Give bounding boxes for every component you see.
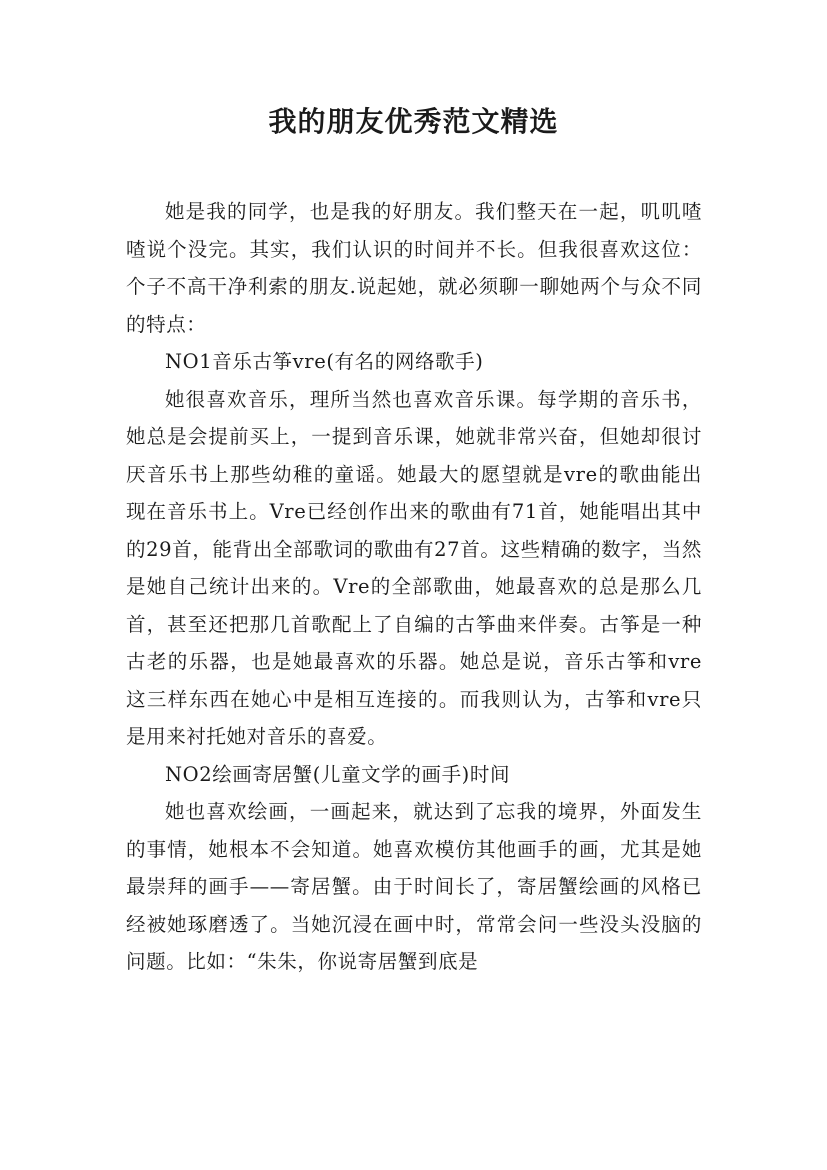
document-body	[126, 193, 702, 981]
document-title: 我的朋友优秀范文精选	[268, 105, 559, 138]
section-heading-no1: NO1音乐古筝vre(有名的网络歌手)	[165, 350, 484, 373]
section-heading-no2: NO2绘画寄居蟹(儿童文学的画手)时间	[165, 762, 511, 786]
paragraph-intro: 她是我的同学，也是我的好朋友。我们整天在一起，叽叽喳喳说个没完。其实，我们认识的时间并不长。但我很喜欢这位：个子不高干净利索的朋友.说起她，就必须聊一聊她两个与众不同的特点：	[126, 200, 702, 336]
paragraph-music: 她很喜欢音乐，理所当然也喜欢音乐课。每学期的音乐书，她总是会提前买上，一提到音乐课，她就非常兴奋，但她却很讨厌音乐书上那些幼稚的童谣。她最大的愿望就是vre的歌曲能出现在音乐书上。Vre已经创作出来的歌曲有71首，她能唱出其中的29首，能背出全部歌词的歌曲有27首。这些精确的数字，当然是她自己统计出来的。Vre的全部歌曲，她最喜欢的总是那么几首，甚至还把那几首歌配上了自编的古筝曲来伴奏。古筝是一种古老的乐器，也是她最喜欢的乐器。她总是说，音乐古筝和vre这三样东西在她心中是相互连接的。而我则认为，古筝和vre只是用来衬托她对音乐的喜爱。	[126, 387, 702, 748]
paragraph-drawing: 她也喜欢绘画，一画起来，就达到了忘我的境界，外面发生的事情，她根本不会知道。她喜欢模仿其他画手的画，尤其是她最崇拜的画手——寄居蟹。由于时间长了，寄居蟹绘画的风格已经被她琢磨透了。当她沉浸在画中时，常常会问一些没头没脑的问题。比如：“朱朱，你说寄居蟹到底是	[126, 800, 702, 973]
